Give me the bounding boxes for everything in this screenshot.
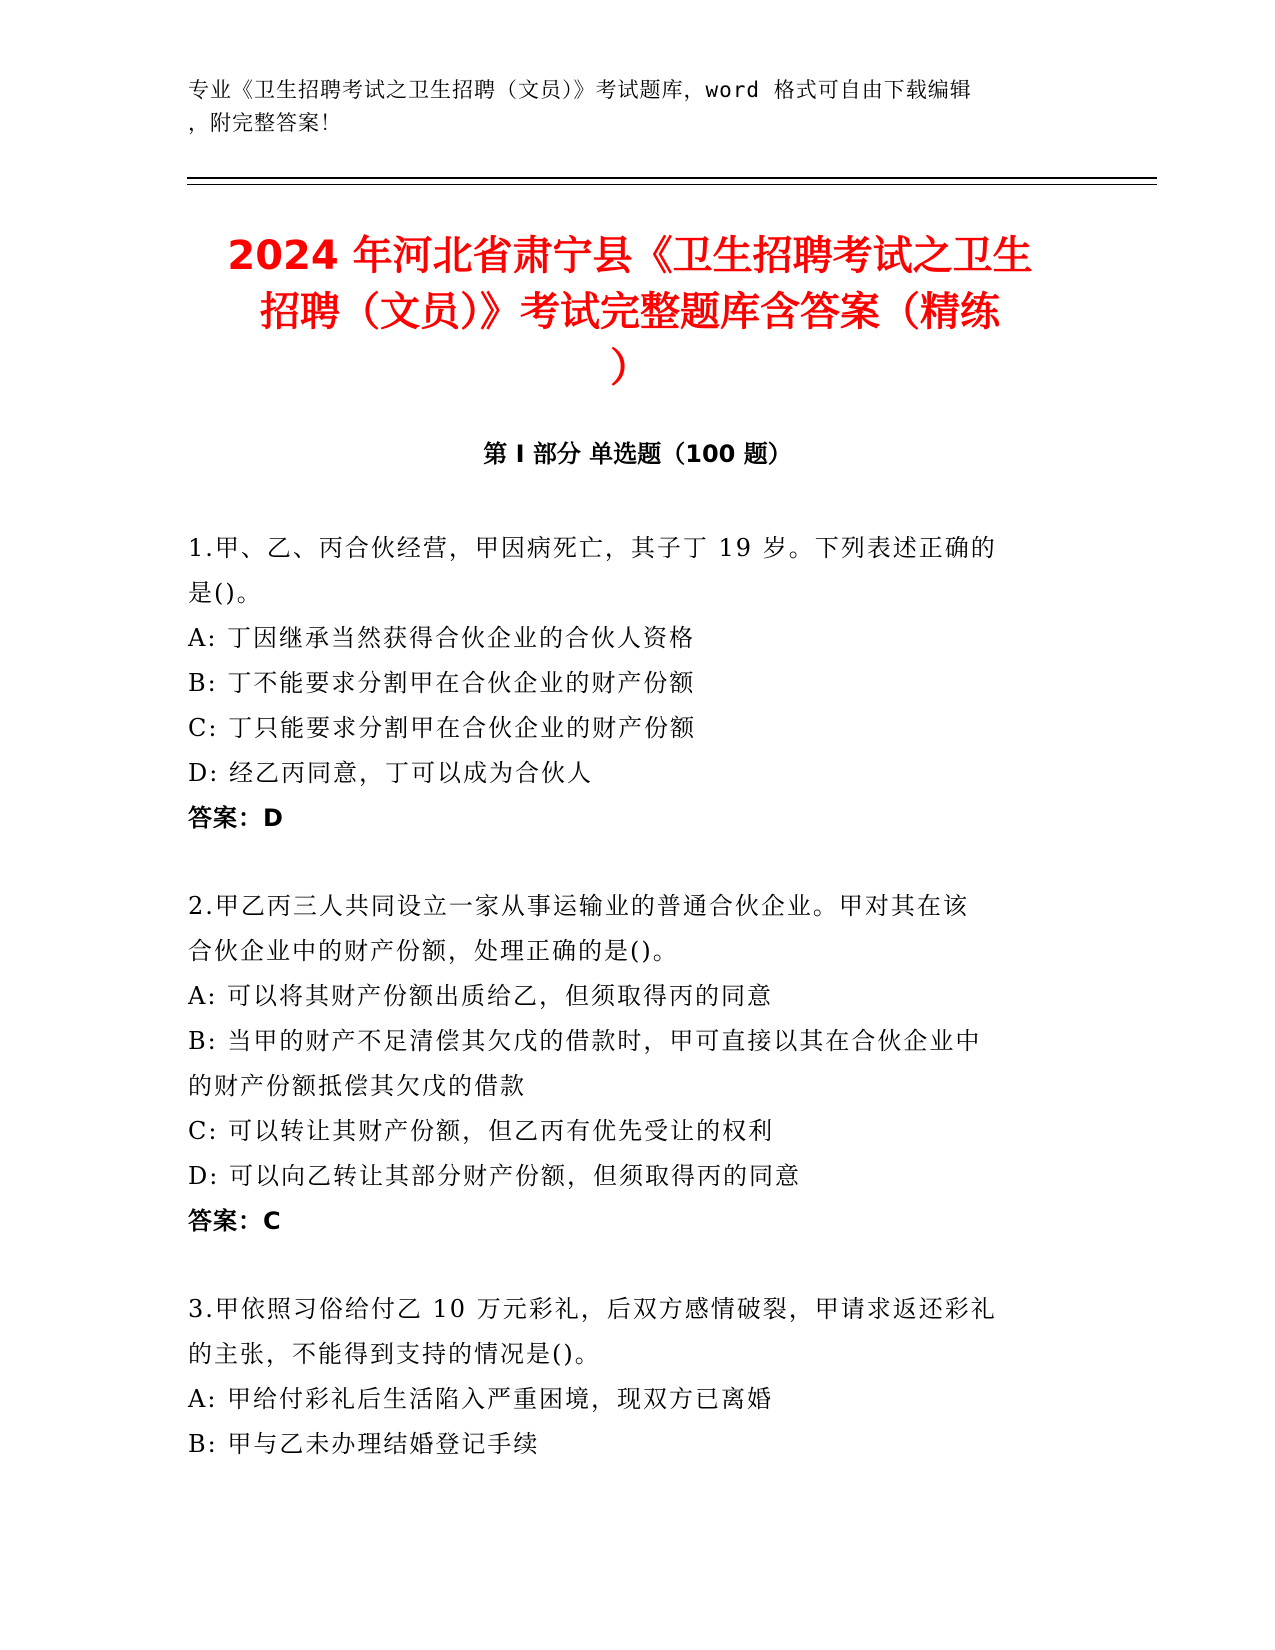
question-stem-line: 的主张，不能得到支持的情况是()。 <box>188 1340 601 1368</box>
section-title: 第 I 部分 单选题（100 题） <box>483 440 792 468</box>
option-d: D: 经乙丙同意，丁可以成为合伙人 <box>188 759 593 787</box>
question-3 <box>188 1287 1068 1467</box>
title-line-2: 招聘（文员）》考试完整题库含答案（精练 <box>260 289 1000 335</box>
question-stem-line: 2.甲乙丙三人共同设立一家从事运输业的普通合伙企业。甲对其在该 <box>188 892 969 920</box>
question-list <box>188 526 1068 1467</box>
question-stem-line: 合伙企业中的财产份额，处理正确的是()。 <box>188 937 679 965</box>
title-line-3: ） <box>610 345 650 391</box>
question-spacer <box>188 841 1068 884</box>
document-title <box>160 228 1100 396</box>
header-divider-thin <box>187 184 1157 185</box>
header-note <box>188 74 1088 140</box>
question-1 <box>188 526 1068 841</box>
header-note-line-1: 专业《卫生招聘考试之卫生招聘（文员）》考试题库，word 格式可自由下载编辑 <box>188 78 972 102</box>
option-a: A: 甲给付彩礼后生活陷入严重困境，现双方已离婚 <box>188 1385 774 1413</box>
title-line-1: 2024 年河北省肃宁县《卫生招聘考试之卫生 <box>227 233 1033 279</box>
question-2 <box>188 884 1068 1244</box>
question-stem-line: 是()。 <box>188 579 263 607</box>
option-b: B: 当甲的财产不足清偿其欠戊的借款时，甲可直接以其在合伙企业中 <box>188 1027 982 1055</box>
option-b: B: 丁不能要求分割甲在合伙企业的财产份额 <box>188 669 696 697</box>
answer-label: 答案：C <box>188 1207 282 1235</box>
header-note-line-2: ，附完整答案！ <box>188 111 342 135</box>
option-b: B: 甲与乙未办理结婚登记手续 <box>188 1430 540 1458</box>
answer-label: 答案：D <box>188 804 284 832</box>
header-divider-thick <box>187 177 1157 179</box>
option-b-continuation: 的财产份额抵偿其欠戊的借款 <box>188 1072 526 1100</box>
option-c: C: 可以转让其财产份额，但乙丙有优先受让的权利 <box>188 1117 775 1145</box>
option-a: A: 可以将其财产份额出质给乙，但须取得丙的同意 <box>188 982 774 1010</box>
question-stem-line: 1.甲、乙、丙合伙经营，甲因病死亡，其子丁 19 岁。下列表述正确的 <box>188 534 997 562</box>
option-c: C: 丁只能要求分割甲在合伙企业的财产份额 <box>188 714 697 742</box>
question-stem-line: 3.甲依照习俗给付乙 10 万元彩礼，后双方感情破裂，甲请求返还彩礼 <box>188 1295 997 1323</box>
option-d: D: 可以向乙转让其部分财产份额，但须取得丙的同意 <box>188 1162 801 1190</box>
option-a: A: 丁因继承当然获得合伙企业的合伙人资格 <box>188 624 696 652</box>
question-spacer <box>188 1244 1068 1287</box>
